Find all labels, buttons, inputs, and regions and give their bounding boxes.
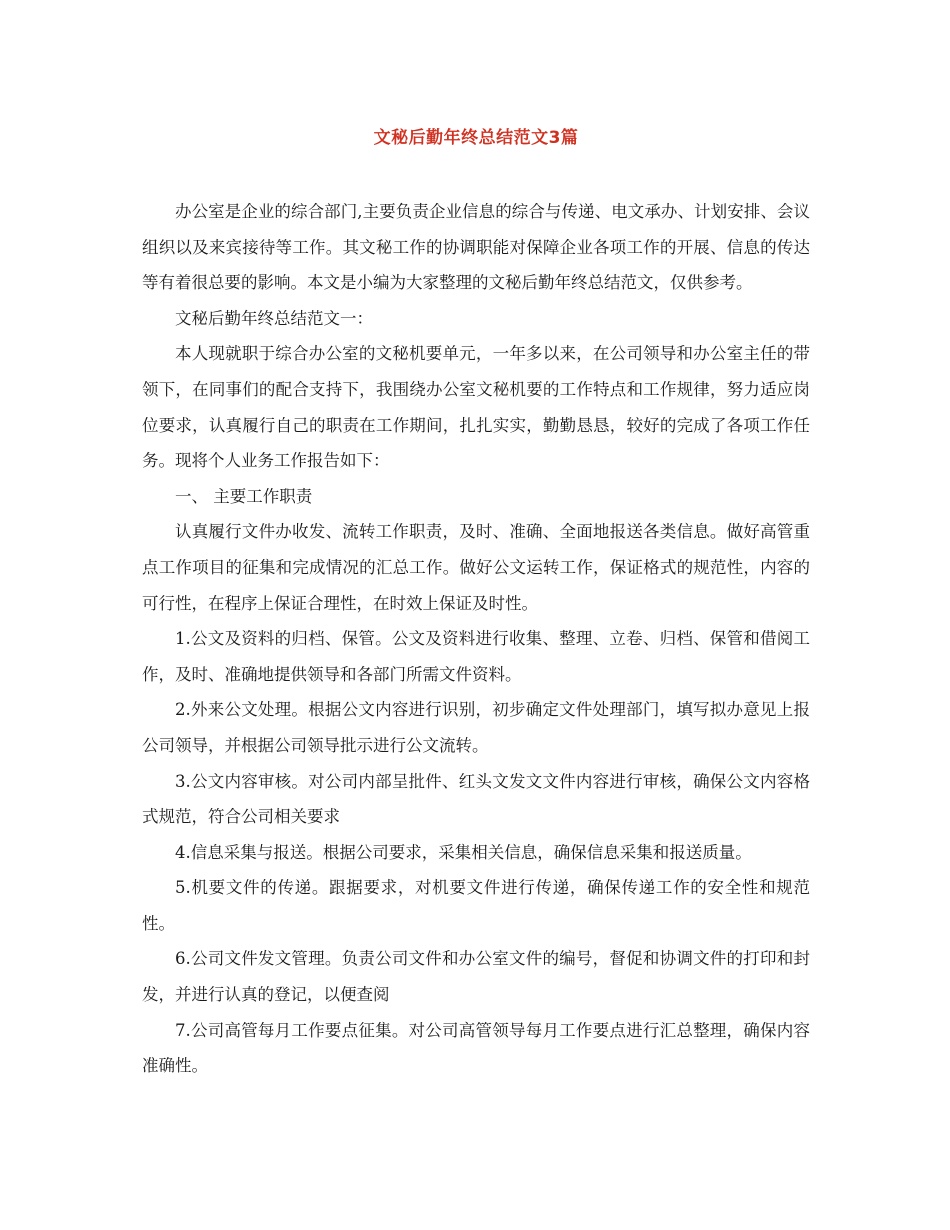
list-item: 7.公司高管每月工作要点征集。对公司高管领导每月工作要点进行汇总整理，确保内容准确性。 — [142, 1020, 810, 1076]
section-heading-main-duties: 一、 主要工作职责 — [175, 486, 313, 506]
list-item: 2.外来公文处理。根据公文内容进行识别，初步确定文件处理部门，填写拟办意见上报公司领导，并根据公司领导批示进行公文流转。 — [142, 700, 810, 755]
list-item: 1.公文及资料的归档、保管。公文及资料进行收集、整理、立卷、归档、保管和借阅工作，及时、准确地提供领导和各部门所需文件资料。 — [142, 629, 810, 684]
list-item: 3.公文内容审核。对公司内部呈批件、红头文发文文件内容进行审核，确保公文内容格式规范，符合公司相关要求 — [142, 771, 810, 827]
intro-paragraph: 办公室是企业的综合部门,主要负责企业信息的综合与传递、电文承办、计划安排、会议组织以及来宾接待等工作。其文秘工作的协调职能对保障企业各项工作的开展、信息的传达等有着很总要的影响。本文是小编为大家整理的文秘后勤年终总结范文，仅供参考。 — [142, 202, 810, 293]
document-title: 文秘后勤年终总结范文3篇 — [373, 128, 579, 148]
list-item: 5.机要文件的传递。跟据要求，对机要文件进行传递，确保传递工作的安全性和规范性。 — [142, 878, 810, 933]
body-paragraph: 认真履行文件办收发、流转工作职责，及时、准确、全面地报送各类信息。做好高管重点工作项目的征集和完成情况的汇总工作。做好公文运转工作，保证格式的规范性，内容的可行性，在程序上保证合理性，在时效上保证及时性。 — [142, 522, 810, 613]
body-paragraph: 本人现就职于综合办公室的文秘机要单元，一年多以来，在公司领导和办公室主任的带领下，在同事们的配合支持下，我围绕办公室文秘机要的工作特点和工作规律，努力适应岗位要求，认真履行自己的职责在工作期间，扎扎实实，勤勤恳恳，较好的完成了各项工作任务。现将个人业务工作报告如下： — [142, 344, 810, 471]
list-item: 4.信息采集与报送。根据公司要求，采集相关信息，确保信息采集和报送质量。 — [175, 842, 752, 862]
list-item: 6.公司文件发文管理。负责公司文件和办公室文件的编号，督促和协调文件的打印和封发，并进行认真的登记，以便查阅 — [142, 949, 810, 1005]
section-heading-sample-one: 文秘后勤年终总结范文一： — [175, 308, 373, 328]
